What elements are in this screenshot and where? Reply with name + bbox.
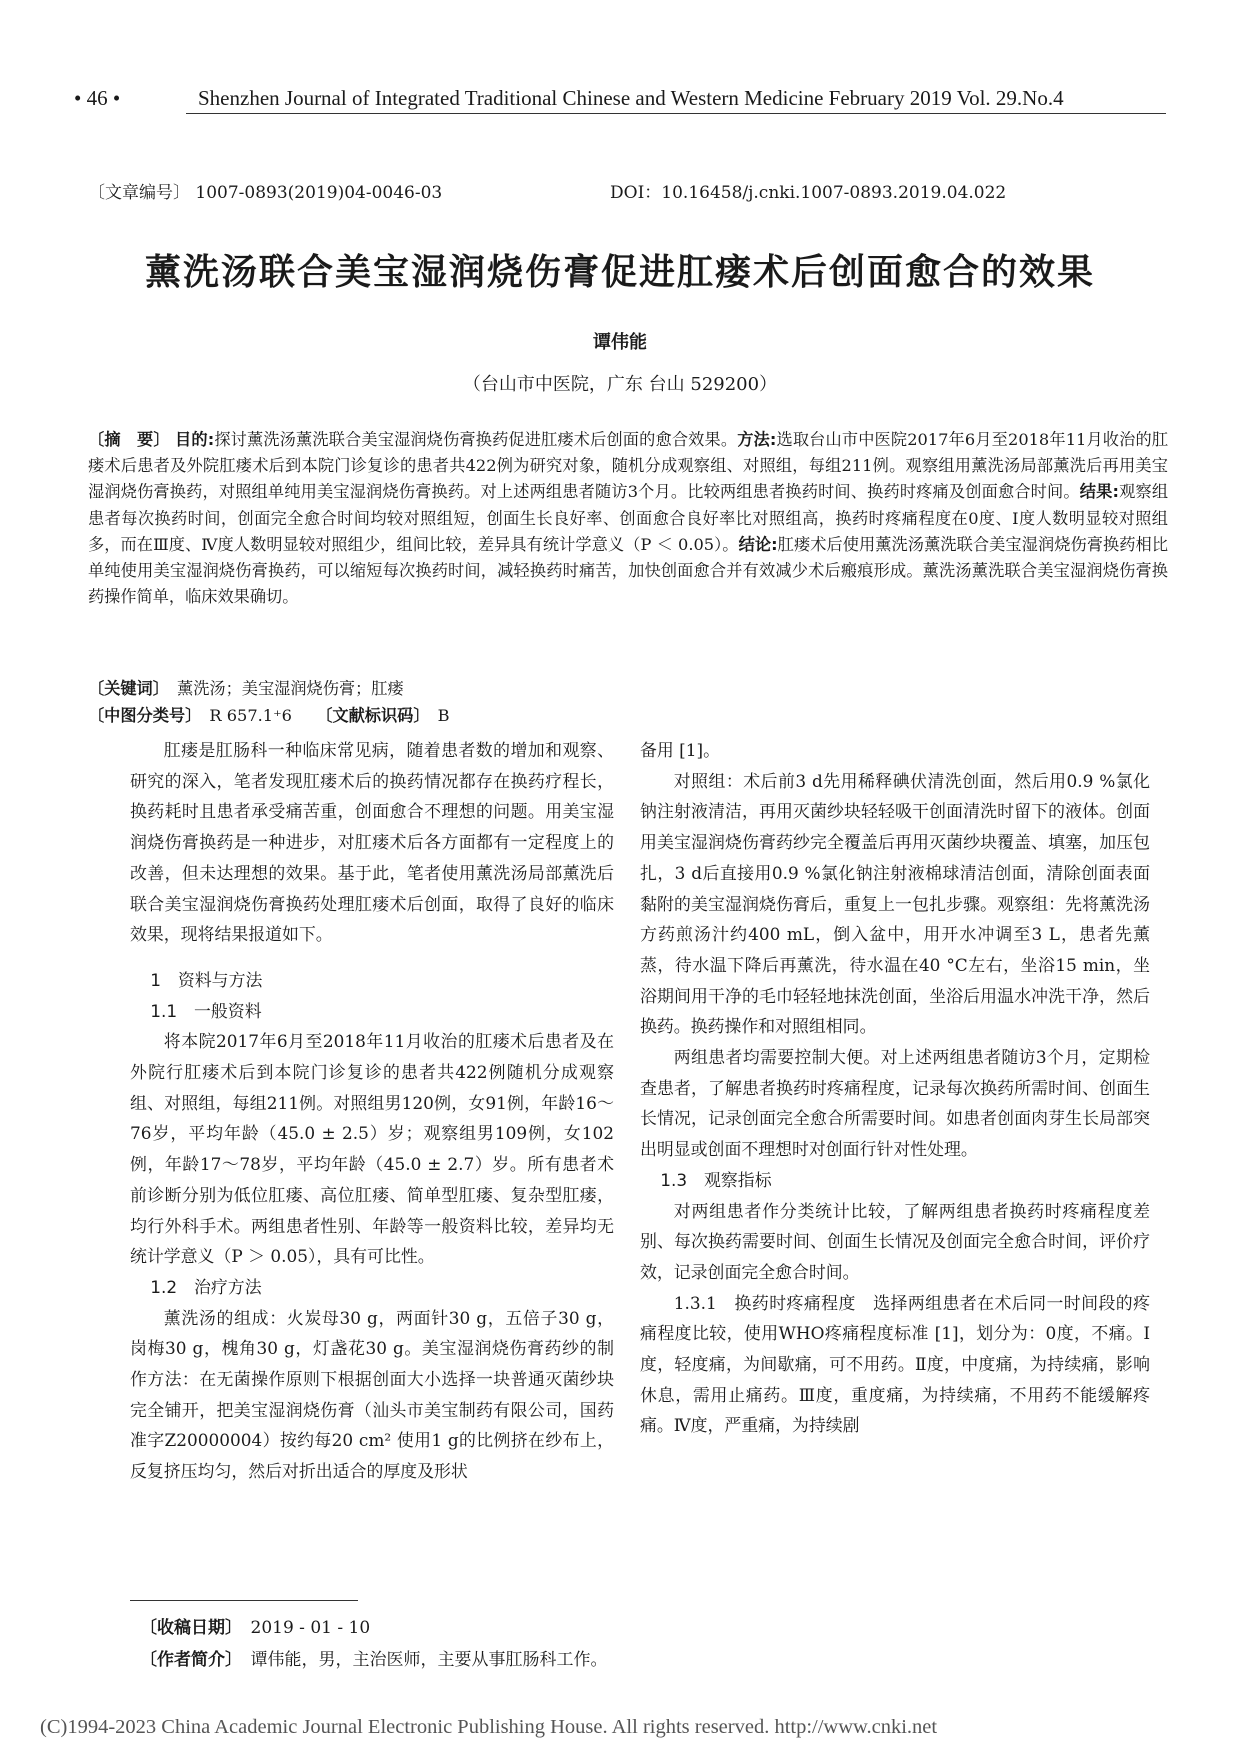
clc-value: R 657.1⁺6	[193, 706, 325, 725]
treatment-paragraph: 薰洗汤的组成：火炭母30 g，两面针30 g，五倍子30 g，岗梅30 g，槐角30 g，灯盏花30 g。美宝湿润烧伤膏药纱的制作方法：在无菌操作原则下根据创面大小选择一块普通灭菌纱块完全铺开，把美宝湿润烧伤膏（汕头市美宝制药有限公司，国药准字Z20000004）按约每20 cm² 使用1 g的比例挤在纱布上，反复挤压均匀，然后对折出适合的厚度及形状	[130, 1307, 614, 1482]
section-heading-1: 1 资料与方法	[150, 969, 263, 990]
abstract-label: 〔摘 要〕	[88, 430, 170, 449]
observation-paragraph: 对两组患者作分类统计比较，了解两组患者换药时疼痛程度差别、每次换药需要时间、创面生长情况及创面完全愈合时间，评价疗效，记录创面完全愈合时间。	[640, 1200, 1150, 1282]
followup-paragraph: 两组患者均需要控制大便。对上述两组患者随访3个月，定期检查患者，了解患者换药时疼痛程度，记录每次换药所需时间、创面生长情况，记录创面完全愈合所需要时间。如患者创面肉芽生长局部突出明显或创面不理想时对创面行针对性处理。	[640, 1047, 1150, 1160]
result-text: 观察组患者每次换药时间，创面完全愈合时间均较对照组短，创面生长良好率、创面愈合良好率比对照组高，换药时疼痛程度在0度、Ⅰ度人数明显较对照组多，而在Ⅲ度、Ⅳ度人数明显较对照组少，组间比较，差异具有统计学意义（P ＜ 0.05）。	[88, 482, 1169, 554]
page-number: • 46 •	[74, 86, 121, 110]
article-number: 〔文章编号〕 1007-0893(2019)04-0046-03	[88, 183, 443, 203]
author-bio-label: 〔作者简介〕	[140, 1650, 234, 1670]
keywords-label: 〔关键词〕	[88, 679, 161, 698]
conclusion-label: 结论:	[738, 534, 778, 554]
received-label: 〔收稿日期〕	[140, 1618, 234, 1638]
intro-paragraph: 肛瘘是肛肠科一种临床常见病，随着患者数的增加和观察、研究的深入，笔者发现肛瘘术后的换药情况都存在换药疗程长，换药耗时且患者承受痛苦重，创面愈合不理想的问题。用美宝湿润烧伤膏换药是一种进步，对肛瘘术后各方面都有一定程度上的改善，但未达理想的效果。基于此，笔者使用薰洗汤局部薰洗后联合美宝湿润烧伤膏换药处理肛瘘术后创面，取得了良好的临床效果，现将结果报道如下。	[130, 740, 614, 945]
author-bio	[140, 1645, 608, 1670]
paper-title: 薰洗汤联合美宝湿润烧伤膏促进肛瘘术后创面愈合的效果	[144, 252, 1095, 293]
affiliation: （台山市中医院，广东 台山 529200）	[462, 374, 778, 395]
conclusion-text: 肛瘘术后使用薰洗汤薰洗联合美宝湿润烧伤膏换药相比单纯使用美宝湿润烧伤膏换药，可以缩短每次换药时间，减轻换药时痛苦，加快创面愈合并有效减少术后瘢痕形成。薰洗汤薰洗联合美宝湿润烧伤膏换药操作简单，临床效果确切。	[88, 534, 1169, 607]
copyright-notice: (C)1994-2023 China Academic Journal Electronic Publishing House. All rights reserved. http://www.cnki.net	[40, 1716, 938, 1738]
section-heading-1-1: 1.1 一般资料	[150, 1000, 262, 1021]
purpose-text: 探讨薰洗汤薰洗联合美宝湿润烧伤膏换药促进肛瘘术后创面的愈合效果。	[214, 430, 738, 449]
left-column	[130, 735, 614, 1487]
author: 谭伟能	[593, 332, 647, 353]
author-bio-text: 谭伟能，男，主治医师，主要从事肛肠科工作。	[233, 1650, 608, 1670]
journal-name: Shenzhen Journal of Integrated Traditional Chinese and Western Medicine February 2019 Vol. 29.No.4	[198, 86, 1064, 110]
keywords-text: 薰洗汤；美宝湿润烧伤膏；肛瘘	[160, 679, 404, 698]
doc-code-value: B	[421, 706, 450, 725]
method-label: 方法:	[737, 430, 777, 449]
header-rule	[186, 113, 1166, 114]
running-header	[74, 86, 1166, 114]
continued-text: 备用 [1]。	[640, 740, 720, 760]
pain-degree-paragraph: 1.3.1 换药时疼痛程度 选择两组患者在术后同一时间段的疼痛程度比较，使用WHO疼痛程度标准 [1]，划分为：0度，不痛。Ⅰ度，轻度痛，为间歇痛，可不用药。Ⅱ度，中度痛，为持续痛，影响休息，需用止痛药。Ⅲ度，重度痛，为持续痛，不用药不能缓解疼痛。Ⅳ度，严重痛，为持续剧	[640, 1292, 1150, 1436]
general-data-paragraph: 将本院2017年6月至2018年11月收治的肛瘘术后患者及在外院行肛瘘术后到本院门诊复诊的患者共422例随机分成观察组、对照组，每组211例。对照组男120例，女91例，年龄16～76岁，平均年龄（45.0 ± 2.5）岁；观察组男109例，女102例，年龄17～78岁，平均年龄（45.0 ± 2.7）岁。所有患者术前诊断分别为低位肛瘘、高位肛瘘、简单型肛瘘、复杂型肛瘘，均行外科手术。两组患者性别、年龄等一般资料比较，差异均无统计学意义（P ＞ 0.05），具有可比性。	[130, 1031, 614, 1267]
footnote-rule	[130, 1600, 358, 1601]
abstract	[88, 427, 1168, 610]
doi: DOI：10.16458/j.cnki.1007-0893.2019.04.022	[610, 183, 1007, 203]
doc-code-label: 〔文献标识码〕	[324, 706, 422, 725]
clc-label: 〔中图分类号〕	[88, 706, 194, 725]
section-heading-1-2: 1.2 治疗方法	[150, 1276, 262, 1297]
section-heading-1-3: 1.3 观察指标	[660, 1169, 772, 1190]
result-label: 结果:	[1079, 482, 1119, 502]
control-group-paragraph: 对照组：术后前3 d先用稀释碘伏清洗创面，然后用0.9 %氯化钠注射液清洁，再用灭菌纱块轻轻吸干创面清洗时留下的液体。创面用美宝湿润烧伤膏药纱完全覆盖后再用灭菌纱块覆盖、填塞，加压包扎，3 d后直接用0.9 %氯化钠注射液棉球清洁创面，清除创面表面黏附的美宝湿润烧伤膏后，重复上一包扎步骤。观察组：先将薰洗汤方药煎汤汁约400 mL，倒入盆中，用开水冲调至3 L，患者先薰蒸，待水温下降后再薰洗，待水温在40 °C左右，坐浴15 min，坐浴期间用干净的毛巾轻轻地抹洗创面，坐浴后用温水冲洗干净，然后换药。换药操作和对照组相同。	[640, 770, 1150, 1037]
method-text: 选取台山市中医院2017年6月至2018年11月收治的肛瘘术后患者及外院肛瘘术后到本院门诊复诊的患者共422例为研究对象，随机分成观察组、对照组，每组211例。观察组用薰洗汤局部薰洗后再用美宝湿润烧伤膏换药，对照组单纯用美宝湿润烧伤膏换药。对上述两组患者随访3个月。比较两组患者换药时间、换药时疼痛及创面愈合时间。	[88, 430, 1169, 502]
right-column	[640, 735, 1150, 1441]
received-value: 2019 - 01 - 10	[233, 1618, 371, 1638]
purpose-label: 目的:	[175, 430, 215, 449]
classification	[88, 702, 450, 726]
keywords	[88, 675, 404, 699]
received-date	[140, 1613, 370, 1638]
